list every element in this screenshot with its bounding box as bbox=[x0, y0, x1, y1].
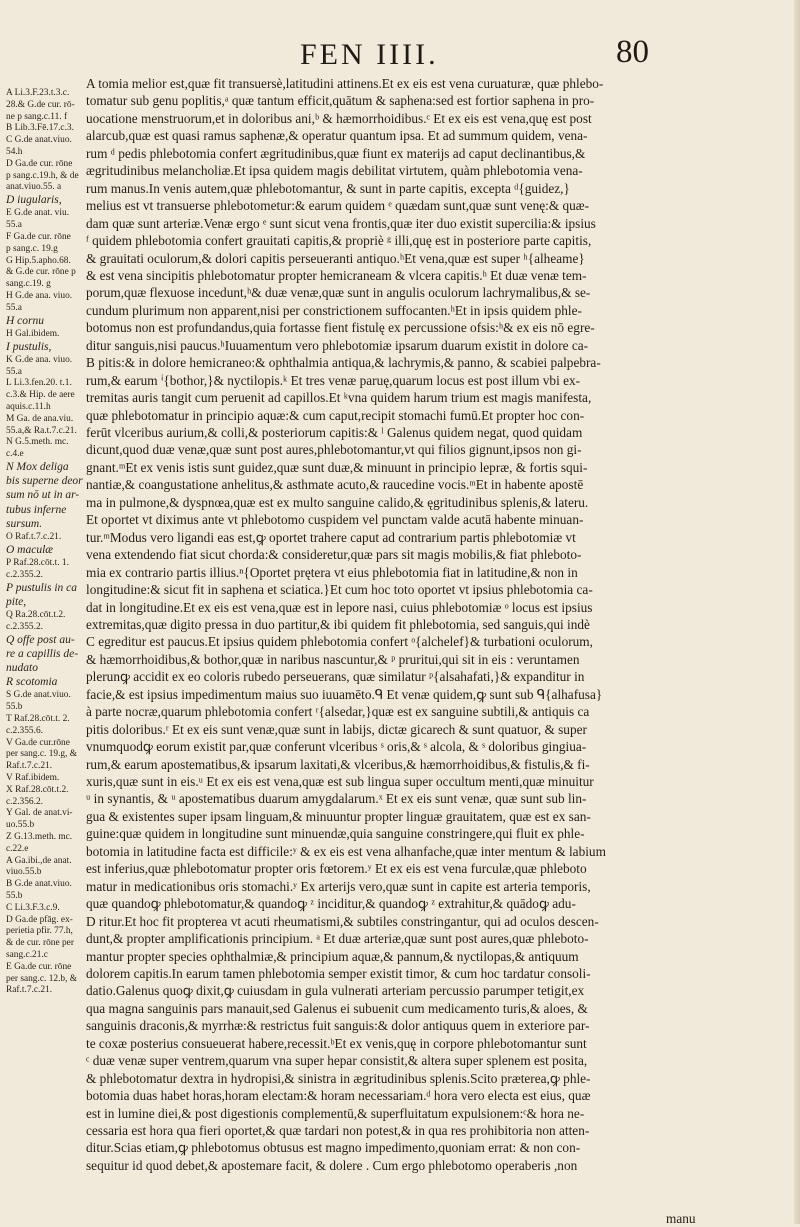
margin-note: 28.& G.de cur. rō- bbox=[6, 99, 75, 110]
margin-note: perietia pfir. 77.h, bbox=[6, 926, 73, 937]
text-line: dat in longitudine.Et ex eis est vena,quæ est in lepore nasi, cuius phlebotomiæ ᵒ locus est ipsius bbox=[86, 599, 593, 615]
text-line: rum ᵈ pedis phlebotomia confert ægritudinibus,quæ fiunt ex materijs ad caput declinantibus,& bbox=[86, 145, 586, 161]
catchword: manu bbox=[666, 1211, 696, 1226]
text-line: melius est vt transuerse phlebotometur:& earum quidem ᵉ quædam sunt,quæ sunt venę:& quæ- bbox=[86, 198, 590, 214]
text-line: rum manus.In venis autem,quæ phlebotomantur, & sunt in parte capitis, excepta ᵈ{guidez,} bbox=[86, 180, 570, 196]
margin-note: 55.a bbox=[6, 220, 22, 231]
margin-note: c.2.355.2. bbox=[6, 569, 43, 580]
margin-note: 55.a bbox=[6, 366, 22, 377]
margin-note: per sang.c. 19.g, & bbox=[6, 749, 78, 760]
text-line: rum,& earum apostematibus,& ipsarum laxitati,& vlceribus,& hæmorrhoidibus,& fistulis,& fi- bbox=[86, 756, 590, 772]
margin-note: sang.c.21.c bbox=[6, 950, 48, 960]
margin-note: c.2.355.2. bbox=[6, 621, 43, 632]
text-line: rum,& earum ⁱ{bothor,}& nyctilopis.ᵏ Et tres venæ paruę,quarum locus est post illum vbi ex- bbox=[86, 372, 581, 388]
margin-note: 55.a bbox=[6, 302, 22, 313]
margin-note: O Raf.t.7.c.21. bbox=[6, 532, 62, 542]
folio-number: 80 bbox=[616, 34, 649, 70]
margin-note: Y Gal. de anat.vi- bbox=[6, 808, 73, 819]
text-line: gua & existentes super ipsam linguam,& minuuntur propter linguæ grauitatem, quæ est ex san- bbox=[86, 808, 591, 824]
margin-note: c.22.e bbox=[6, 843, 29, 854]
text-line: plerunꝙ accidit ex eo coloris rubedo perseuerans, quæ similatur ᵖ{alsahafati,}& expanditur in bbox=[86, 669, 585, 685]
margin-note: X Raf.28.cōt.t.2. bbox=[6, 784, 69, 795]
margin-note: S G.de anat.viuo. bbox=[6, 690, 71, 701]
text-line: xuris,quæ sunt in eis.ᵘ Et ex eis est vena,quæ est sub lingua super occultum menti,quæ minuitur bbox=[86, 774, 594, 789]
text-line: extremitas,quæ digito pressa in duo partitur,& ibi quidem fit phlebotomia, sed sanguis,qui indè bbox=[86, 616, 590, 632]
margin-note: bis superne deor bbox=[6, 475, 83, 488]
margin-note: p sang.c. 19.g bbox=[6, 243, 58, 254]
text-line: cundum plurimum non apparent,nisi per constrictionem suffocanten.ʰEt in ipsis quidem phle- bbox=[86, 302, 582, 318]
text-line: C egreditur est paucus.Et ipsius quidem phlebotomia confert ᵒ{alchelef}& turbationi oculorum, bbox=[86, 634, 593, 650]
margin-note: B G.de anat.viuo. bbox=[6, 879, 72, 890]
text-line: quæ quandoꝙ phlebotomatur,& quandoꝙ ᶻ inciditur,& quandoꝙ ᶻ extrahitur,& quādoꝙ adu- bbox=[86, 896, 576, 912]
margin-note: F Ga.de cur. rōne bbox=[6, 232, 71, 242]
text-line: dunt,& propter amplificationis principium. ᵃ Et duæ arteriæ,quæ sunt post aures,quæ phleboto- bbox=[86, 931, 589, 947]
text-line: ma in pulmone,& dyspnœa,quæ est ex multo sanguine calido,& ęgritudinibus splenis,& lateru. bbox=[86, 494, 589, 510]
text-line: & est vena sincipitis phlebotomatur propter hemicraneam & vlcera capitis.ʰ Et duæ venæ tem- bbox=[86, 267, 587, 283]
margin-note: viuo.55.b bbox=[6, 867, 42, 878]
text-line: gnant.ᵐEt ex venis istis sunt guidez,quæ sunt duæ,& minuunt in principio lepræ, & fortis squi- bbox=[86, 459, 588, 475]
text-line: à parte nocræ,quarum phlebotomia confert ʳ{alsedar,}quæ est ex sanguine subtili,& antiquis ca bbox=[86, 704, 590, 720]
margin-note: 55.b bbox=[6, 702, 23, 713]
margin-note: & G.de cur. rōne p bbox=[6, 267, 76, 278]
text-line: & grauitati oculorum,& dolori capitis perseueranti antiquo.ʰEt vena,quæ est super ʰ{alheame} bbox=[86, 250, 585, 266]
margin-note: p sang.c.19.h, & de bbox=[6, 170, 79, 181]
text-line: ægritudinibus melancholiæ.Et ipsa quidem magis debilitat virtutem, quàm phlebotomia vena- bbox=[86, 163, 583, 179]
text-line: A tomia melior est,quæ fit transuersè,latitudini attinens.Et ex eis est vena curuaturæ, quæ phlebo- bbox=[86, 76, 604, 91]
margin-note: 54.h bbox=[6, 147, 23, 157]
running-head bbox=[0, 30, 800, 70]
text-line: D ritur.Et hoc fit propterea vt acuti rheumatismi,& subtiles constringantur, qui ad oculos descen- bbox=[86, 913, 599, 929]
margin-note: Raf.t.7.c.21. bbox=[6, 761, 53, 772]
text-line: tomatur sub genu poplitis,ᵃ quæ tantum efficit,quātum & saphena:sed est fortior saphena in pro- bbox=[86, 93, 595, 109]
margin-note: I pustulis, bbox=[6, 340, 52, 353]
text-line: vena extendendo fiat sicut chorda:& consideretur,quæ pars sit magis mobilis,& fiat phleboto- bbox=[86, 547, 582, 563]
margin-note: H G.de ana. viuo. bbox=[6, 291, 73, 301]
margin-note: T Raf.28.cōt.t. 2. bbox=[6, 714, 70, 724]
margin-note: aquis.c.11.h bbox=[6, 402, 51, 412]
margin-note: re a capillis de- bbox=[6, 647, 79, 660]
margin-note: 55.a,& Ra.t.7.c.21. bbox=[6, 425, 77, 436]
margin-note: c.3.& Hip. de aere bbox=[6, 390, 75, 401]
text-line: qua magna sanguinis pars manauit,sed Galenus ei subuenit cum medicamento turis,& aloes, & bbox=[86, 1000, 588, 1016]
margin-note: & de cur. rōne per bbox=[6, 938, 74, 949]
margin-note: A Ga.ibi.,de anat. bbox=[6, 855, 72, 866]
margin-note: Z G.13.meth. mc. bbox=[6, 832, 73, 842]
text-line: dam quæ sunt arteriæ.Venæ ergo ᵉ sunt sicut vena frontis,quæ iter duo existit supercilia:& ipsius bbox=[86, 215, 596, 231]
text-line: est inferius,quæ phlebotomatur propter oris fœtorem.ʸ Et ex eis est vena furculæ,quæ phleboto bbox=[86, 861, 587, 877]
text-line: ᶠ quidem phlebotomia confert grauitati capitis,& propriè ᵍ illi,quę est in posteriore parte capitis, bbox=[86, 233, 592, 249]
margin-note: L Li.3.fen.20. t.1. bbox=[6, 378, 72, 389]
text-line: tur.ᵐModus vero ligandi eas est,ꝙ oportet trahere caput ad contrarium partis phlebotomiæ vt bbox=[86, 529, 576, 545]
text-line: B pitis:& in dolore hemicraneo:& ophthalmia antiqua,& lachrymis,& panno, & scabiei palpebra- bbox=[86, 355, 601, 371]
text-line: uocatione menstruorum,et in doloribus ani,ᵇ & hæmorrhoidibus.ᶜ Et ex eis est vena,quę est post bbox=[86, 110, 592, 126]
margin-note: 55.b bbox=[6, 891, 23, 901]
margin-note: Q Ra.28.cōt.t.2. bbox=[6, 610, 66, 620]
margin-note: G Hip.5.apho.68. bbox=[6, 255, 71, 266]
margin-note: E Ga.de cur. rōne bbox=[6, 961, 72, 972]
text-line: matur in medicationibus oris stomachi.ʸ Ex arterijs vero,quæ sunt in capite est arteria temporis, bbox=[86, 878, 591, 894]
text-line: & hæmorrhoidibus,& bothor,quæ in naribus nascuntur,& ᵖ pruritui,qui sit in eis : veruntamen bbox=[86, 651, 580, 667]
text-line: mia ex contrario partis illius.ⁿ{Oportet prętera vt eius phlebotomia fiat in latitudine,& non in bbox=[86, 564, 578, 580]
main-text-block bbox=[86, 68, 786, 1218]
margin-note: nudato bbox=[6, 662, 38, 674]
margin-note: N G.5.meth. mc. bbox=[6, 437, 69, 448]
margin-note: H cornu bbox=[6, 314, 45, 327]
text-line: facie,& est ipsius impedimentum maius suo iuuamēto.ᑫ Et venæ quidem,ꝙ sunt sub ᑫ{alhafusa} bbox=[86, 686, 603, 702]
margin-note: c.4.e bbox=[6, 449, 24, 460]
margin-note: V Ga.de cur.rōne bbox=[6, 737, 70, 748]
text-line: ᵘ in synantis, & ᵘ apostematibus duarum amygdalarum.ˣ Et ex eis sunt venæ, quæ sunt sub lin- bbox=[86, 791, 587, 807]
text-line: dicunt,quod duæ venæ,quæ sunt post aures,phlebotomantur,vt qui filios gignunt,ipsos non gi- bbox=[86, 442, 582, 458]
text-line: datio.Galenus quoꝙ dixit,ꝙ cuiusdam in gula vulnerati arteriam percussio parumper tetigit,ex bbox=[86, 983, 585, 999]
margin-note: tubus inferne bbox=[6, 503, 67, 516]
text-line: te coxæ posterius consueuerat habere,recessit.ᵇEt ex venis,quę in corpore phlebotomantur sunt bbox=[86, 1035, 587, 1051]
text-line: botomia in latitudine facta est difficile:ʸ & ex eis est vena alhanfache,quæ inter mentum & labium bbox=[86, 843, 606, 859]
text-line: botomus non est profundandus,quia fortasse fient fistulę ex percussione ofsis:ʰ& ex eis nō egre- bbox=[86, 320, 595, 336]
text-line: quæ phlebotomatur in principio aquæ:& cum caput,recipit stomachi fumū.Et propter hoc con- bbox=[86, 407, 585, 423]
text-line: guine:quæ quidem in longitudine sunt minuendæ,quia sanguine constringere,qui fluit ex phle- bbox=[86, 826, 585, 842]
text-line: nantiæ,& coangustatione anhelitus,& asthmate acuto,& raucedine vocis.ᵐEt in habente apostē bbox=[86, 477, 584, 493]
text-line: Et oportet vt diximus ante vt phlebotomo cuspidem vel punctam valde acutā habente minuan- bbox=[86, 512, 584, 528]
text-line: longitudine:& sicut fit in saphena et sciatica.}Et cum hoc toto oportet vt ipsius phlebotomia ca- bbox=[86, 582, 593, 598]
margin-note: K G.de ana. viuo. bbox=[6, 354, 73, 365]
margin-note: c.2.355.6. bbox=[6, 725, 43, 736]
margin-note: D iugularis, bbox=[6, 194, 62, 207]
running-title: FEN IIII. bbox=[300, 38, 439, 71]
text-line: ᶜ duæ venæ super ventrem,quarum vna super hepar consistit,& altera super splenem est posita, bbox=[86, 1053, 588, 1069]
text-line: sanguinis draconis,& myrrhæ:& restrictus fuit sanguis:& dolor antiquus quem in exteriore par- bbox=[86, 1018, 590, 1034]
margin-note: P pustulis in ca bbox=[6, 581, 78, 594]
margin-note: anat.viuo.55. a bbox=[6, 182, 62, 193]
margin-note: Raf.t.7.c.21. bbox=[6, 985, 53, 996]
margin-note: E G.de anat. viu. bbox=[6, 208, 70, 219]
text-line: ditur.Scias etiam,ꝙ phlebotomus obtusus est magno impedimento,quoniam errat: & non con- bbox=[86, 1140, 581, 1156]
margin-note: pite, bbox=[6, 595, 27, 608]
margin-note: V Raf.ibidem. bbox=[6, 773, 60, 783]
margin-note: D Ga.de cur. rōne bbox=[6, 158, 73, 169]
margin-note: c.2.356.2. bbox=[6, 796, 43, 807]
text-line: sequitur id quod debet,& apostemare facit, & dolere . Cum ergo phlebotomo operaberis ,non bbox=[86, 1157, 578, 1173]
text-line: tremitas auris tangit cum peruenit ad capillos.Et ᵏvna quidem harum trium est magis manifesta, bbox=[86, 390, 592, 406]
margin-note: per sang.c. 12.b, & bbox=[6, 973, 78, 984]
text-line: botomia duas habet horas,horam electam:& horam necessariam.ᵈ hora vero electa est eius, quæ bbox=[86, 1088, 591, 1104]
margin-note: O maculæ bbox=[6, 543, 53, 556]
margin-note: sursum. bbox=[6, 517, 43, 530]
text-line: pitis doloribus.ʳ Et ex eis sunt venæ,quæ sunt in labijs, dictæ gicarech & sunt quatuor, & super bbox=[86, 721, 587, 737]
text-line: cessaria est hora qua fieri oportet,& quæ tardari non potest,& in qua res prohibitoria non atten- bbox=[86, 1123, 590, 1138]
margin-note: ne p sang.c.11. f bbox=[6, 111, 68, 122]
margin-note: R scotomia bbox=[6, 676, 58, 689]
page-edge bbox=[794, 0, 800, 1224]
text-line: porum,quæ flexuose incedunt,ʰ& duæ venæ,quæ sunt in angulis oculorum lachrymalibus,& se- bbox=[86, 285, 591, 301]
margin-note: uo.55.b bbox=[6, 820, 35, 831]
margin-note: sang.c.19. g bbox=[6, 279, 51, 290]
margin-note: M Ga. de ana.viu. bbox=[6, 413, 74, 424]
margin-note: A Li.3.F.23.t.3.c. bbox=[6, 88, 70, 98]
margin-note: N Mox deliga bbox=[6, 461, 69, 473]
margin-notes bbox=[6, 80, 96, 1200]
text-line: est in lumine diei,& post digestionis complementū,& superfluitatum expulsionem:ᶜ& hora ne- bbox=[86, 1105, 585, 1121]
text-line: mantur propter species ophthalmiæ,& principium aquæ,& pannum,& nyctilopas,& antiquum bbox=[86, 948, 579, 964]
text-line: & phlebotomatur dextra in hydropisi,& sinistra in ægritudinibus splenis.Scito præterea,ꝙ phle- bbox=[86, 1070, 591, 1086]
margin-note: B Lib.3.Fē.17.c.3. bbox=[6, 123, 74, 134]
text-line: ferūt vlceribus aurium,& colli,& posteriorum capitis:& ˡ Galenus quidem negat, quod quidam bbox=[86, 425, 583, 440]
margin-note: P Raf.28.cōt.t. 1. bbox=[6, 558, 69, 568]
margin-note: H Gal.ibidem. bbox=[6, 328, 60, 339]
margin-note: sum nō ut in ar- bbox=[6, 489, 80, 502]
margin-note: Q offe post au- bbox=[6, 633, 75, 646]
text-line: alarcub,quæ est quasi ramus saphenæ,& operatur quantum ipsa. Et ad summum quidem, vena- bbox=[86, 128, 588, 144]
margin-note: C G.de anat.viuo. bbox=[6, 135, 72, 146]
margin-note: D Ga.de pfāg. ex- bbox=[6, 914, 73, 925]
text-line: vnumquodꝙ eorum existit par,quæ conferunt vlceribus ˢ oris,& ˢ alcola, & ˢ doloribus gingiua- bbox=[86, 739, 587, 755]
margin-note: C Li.3.F.3.c.9. bbox=[6, 902, 60, 913]
text-line: dolorem capitis.In earum tamen phlebotomia semper existit timor, & cum hoc tardatur consoli- bbox=[86, 965, 591, 981]
text-line: ditur sanguis,nisi paucus.ʰIuuamentum vero phlebotomiæ ipsarum duarum existit in dolore ca- bbox=[86, 337, 589, 353]
